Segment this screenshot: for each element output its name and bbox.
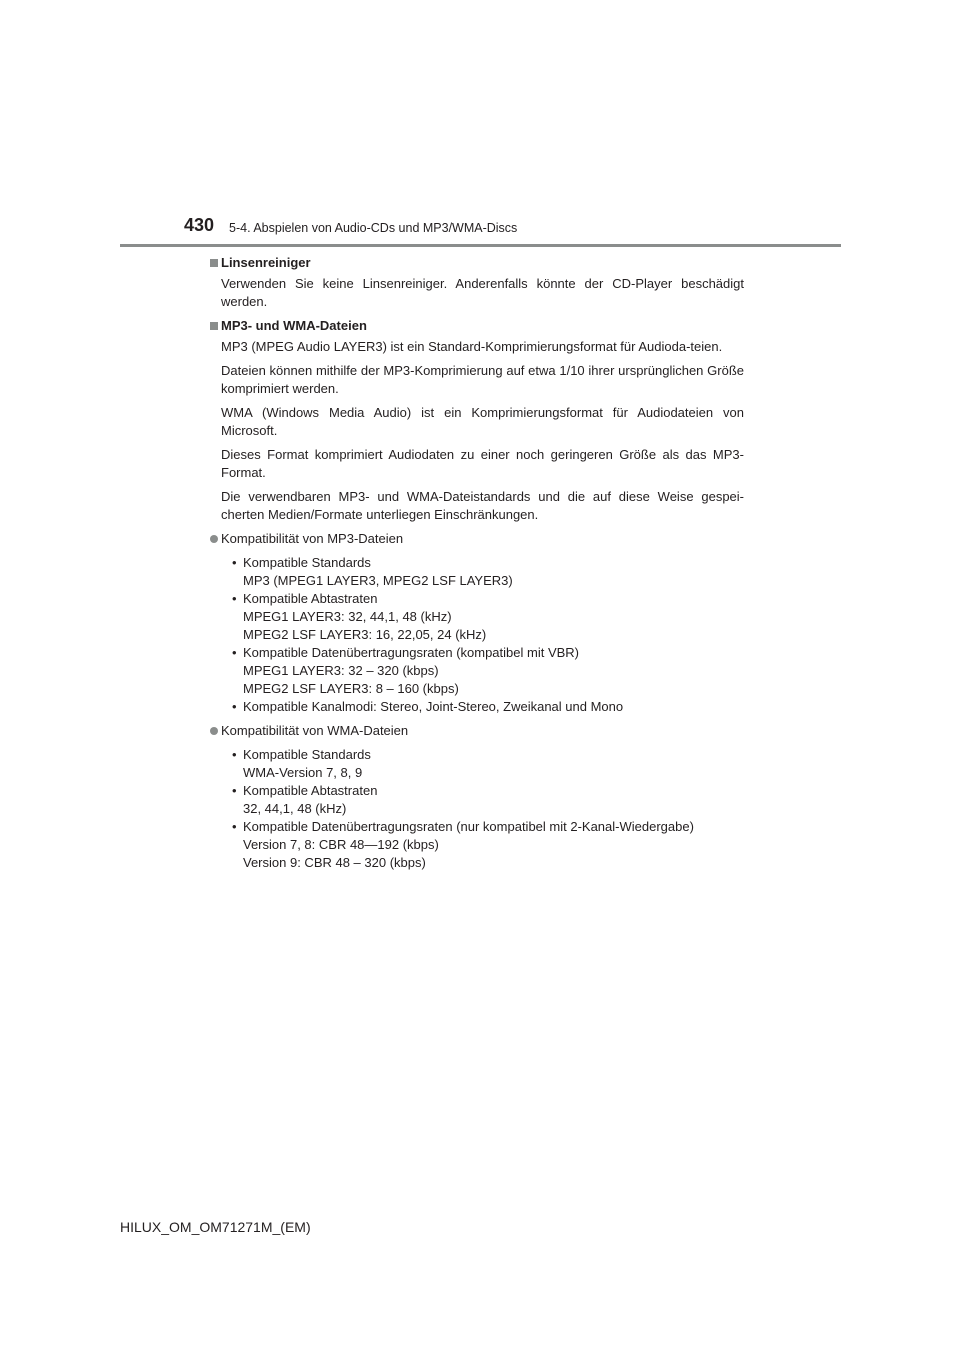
item-label: Kompatible Standards xyxy=(243,747,371,762)
bullet-icon: • xyxy=(232,699,237,714)
item-value: MPEG1 LAYER3: 32 – 320 (kbps) xyxy=(243,663,439,678)
section-mp3-wma-files xyxy=(210,317,744,524)
mp3-compatibility-title: Kompatibilität von MP3-Dateien xyxy=(221,531,404,546)
circle-bullet-icon xyxy=(210,727,218,735)
square-marker-icon xyxy=(210,322,218,330)
paragraph: Dateien können mithilfe der MP3-Komprimierung auf etwa 1/10 ihrer ursprünglichen Größe komprimiert werden. xyxy=(221,363,744,396)
item-value: MPEG2 LSF LAYER3: 16, 22,05, 24 (kHz) xyxy=(243,627,487,642)
bullet-icon: • xyxy=(232,555,237,570)
bullet-icon: • xyxy=(232,645,237,660)
circle-bullet-icon xyxy=(210,535,218,543)
list-item xyxy=(221,554,744,590)
item-label: Kompatible Kanalmodi: Stereo, Joint-Stereo, Zweikanal und Mono xyxy=(243,699,624,714)
item-label: Kompatible Abtastraten xyxy=(243,783,378,798)
heading-text: Linsenreiniger xyxy=(221,255,311,270)
wma-compatibility-title: Kompatibilität von WMA-Dateien xyxy=(221,723,409,738)
section-lens-cleaner xyxy=(210,254,744,311)
list-item xyxy=(221,746,744,782)
list-item xyxy=(221,782,744,818)
square-marker-icon xyxy=(210,259,218,267)
header-rule xyxy=(120,244,841,247)
item-label: Kompatible Datenübertragungsraten (nur kompatibel mit 2-Kanal-Wiedergabe) xyxy=(243,819,694,834)
chapter-title: 5-4. Abspielen von Audio-CDs und MP3/WMA-Discs xyxy=(229,221,518,235)
item-value: 32, 44,1, 48 (kHz) xyxy=(243,801,347,816)
item-value: Version 9: CBR 48 – 320 (kbps) xyxy=(243,855,426,870)
paragraph: WMA (Windows Media Audio) ist ein Komprimierungsformat für Audiodateien von Microsoft. xyxy=(221,405,744,438)
wma-compatibility-list xyxy=(221,746,744,872)
item-value: MPEG2 LSF LAYER3: 8 – 160 (kbps) xyxy=(243,681,459,696)
mp3-compatibility xyxy=(210,530,744,716)
mp3-compatibility-list xyxy=(221,554,744,716)
bullet-icon: • xyxy=(232,591,237,606)
item-value: MPEG1 LAYER3: 32, 44,1, 48 (kHz) xyxy=(243,609,452,624)
bullet-icon: • xyxy=(232,783,237,798)
item-label: Kompatible Standards xyxy=(243,555,371,570)
list-item xyxy=(221,644,744,698)
list-item xyxy=(221,818,744,872)
paragraph: MP3 (MPEG Audio LAYER3) ist ein Standard-Komprimierungsformat für Audioda-teien. xyxy=(221,339,723,354)
content xyxy=(210,254,744,878)
item-value: Version 7, 8: CBR 48—192 (kbps) xyxy=(243,837,439,852)
item-label: Kompatible Datenübertragungsraten (kompatibel mit VBR) xyxy=(243,645,580,660)
item-value: WMA-Version 7, 8, 9 xyxy=(243,765,363,780)
bullet-icon: • xyxy=(232,819,237,834)
heading-text: MP3- und WMA-Dateien xyxy=(221,318,367,333)
page-number: 430 xyxy=(184,215,215,235)
section-heading xyxy=(210,254,744,272)
paragraph: Verwenden Sie keine Linsenreiniger. Anderenfalls könnte der CD-Player beschädigt werden. xyxy=(221,276,744,309)
paragraph: Dieses Format komprimiert Audiodaten zu einer noch geringeren Größe als das MP3-Format. xyxy=(221,447,744,480)
bullet-icon: • xyxy=(232,747,237,762)
item-value: MP3 (MPEG1 LAYER3, MPEG2 LSF LAYER3) xyxy=(243,573,513,588)
list-item xyxy=(221,590,744,644)
wma-compatibility xyxy=(210,722,744,872)
section-heading xyxy=(210,317,744,335)
paragraph: Die verwendbaren MP3- und WMA-Dateistandards und die auf diese Weise gespei-cherten Medien/Formate unterliegen Einschränkungen. xyxy=(221,489,744,522)
list-item xyxy=(221,698,744,716)
item-label: Kompatible Abtastraten xyxy=(243,591,378,606)
footer-document-code: HILUX_OM_OM71271M_(EM) xyxy=(120,1219,311,1235)
